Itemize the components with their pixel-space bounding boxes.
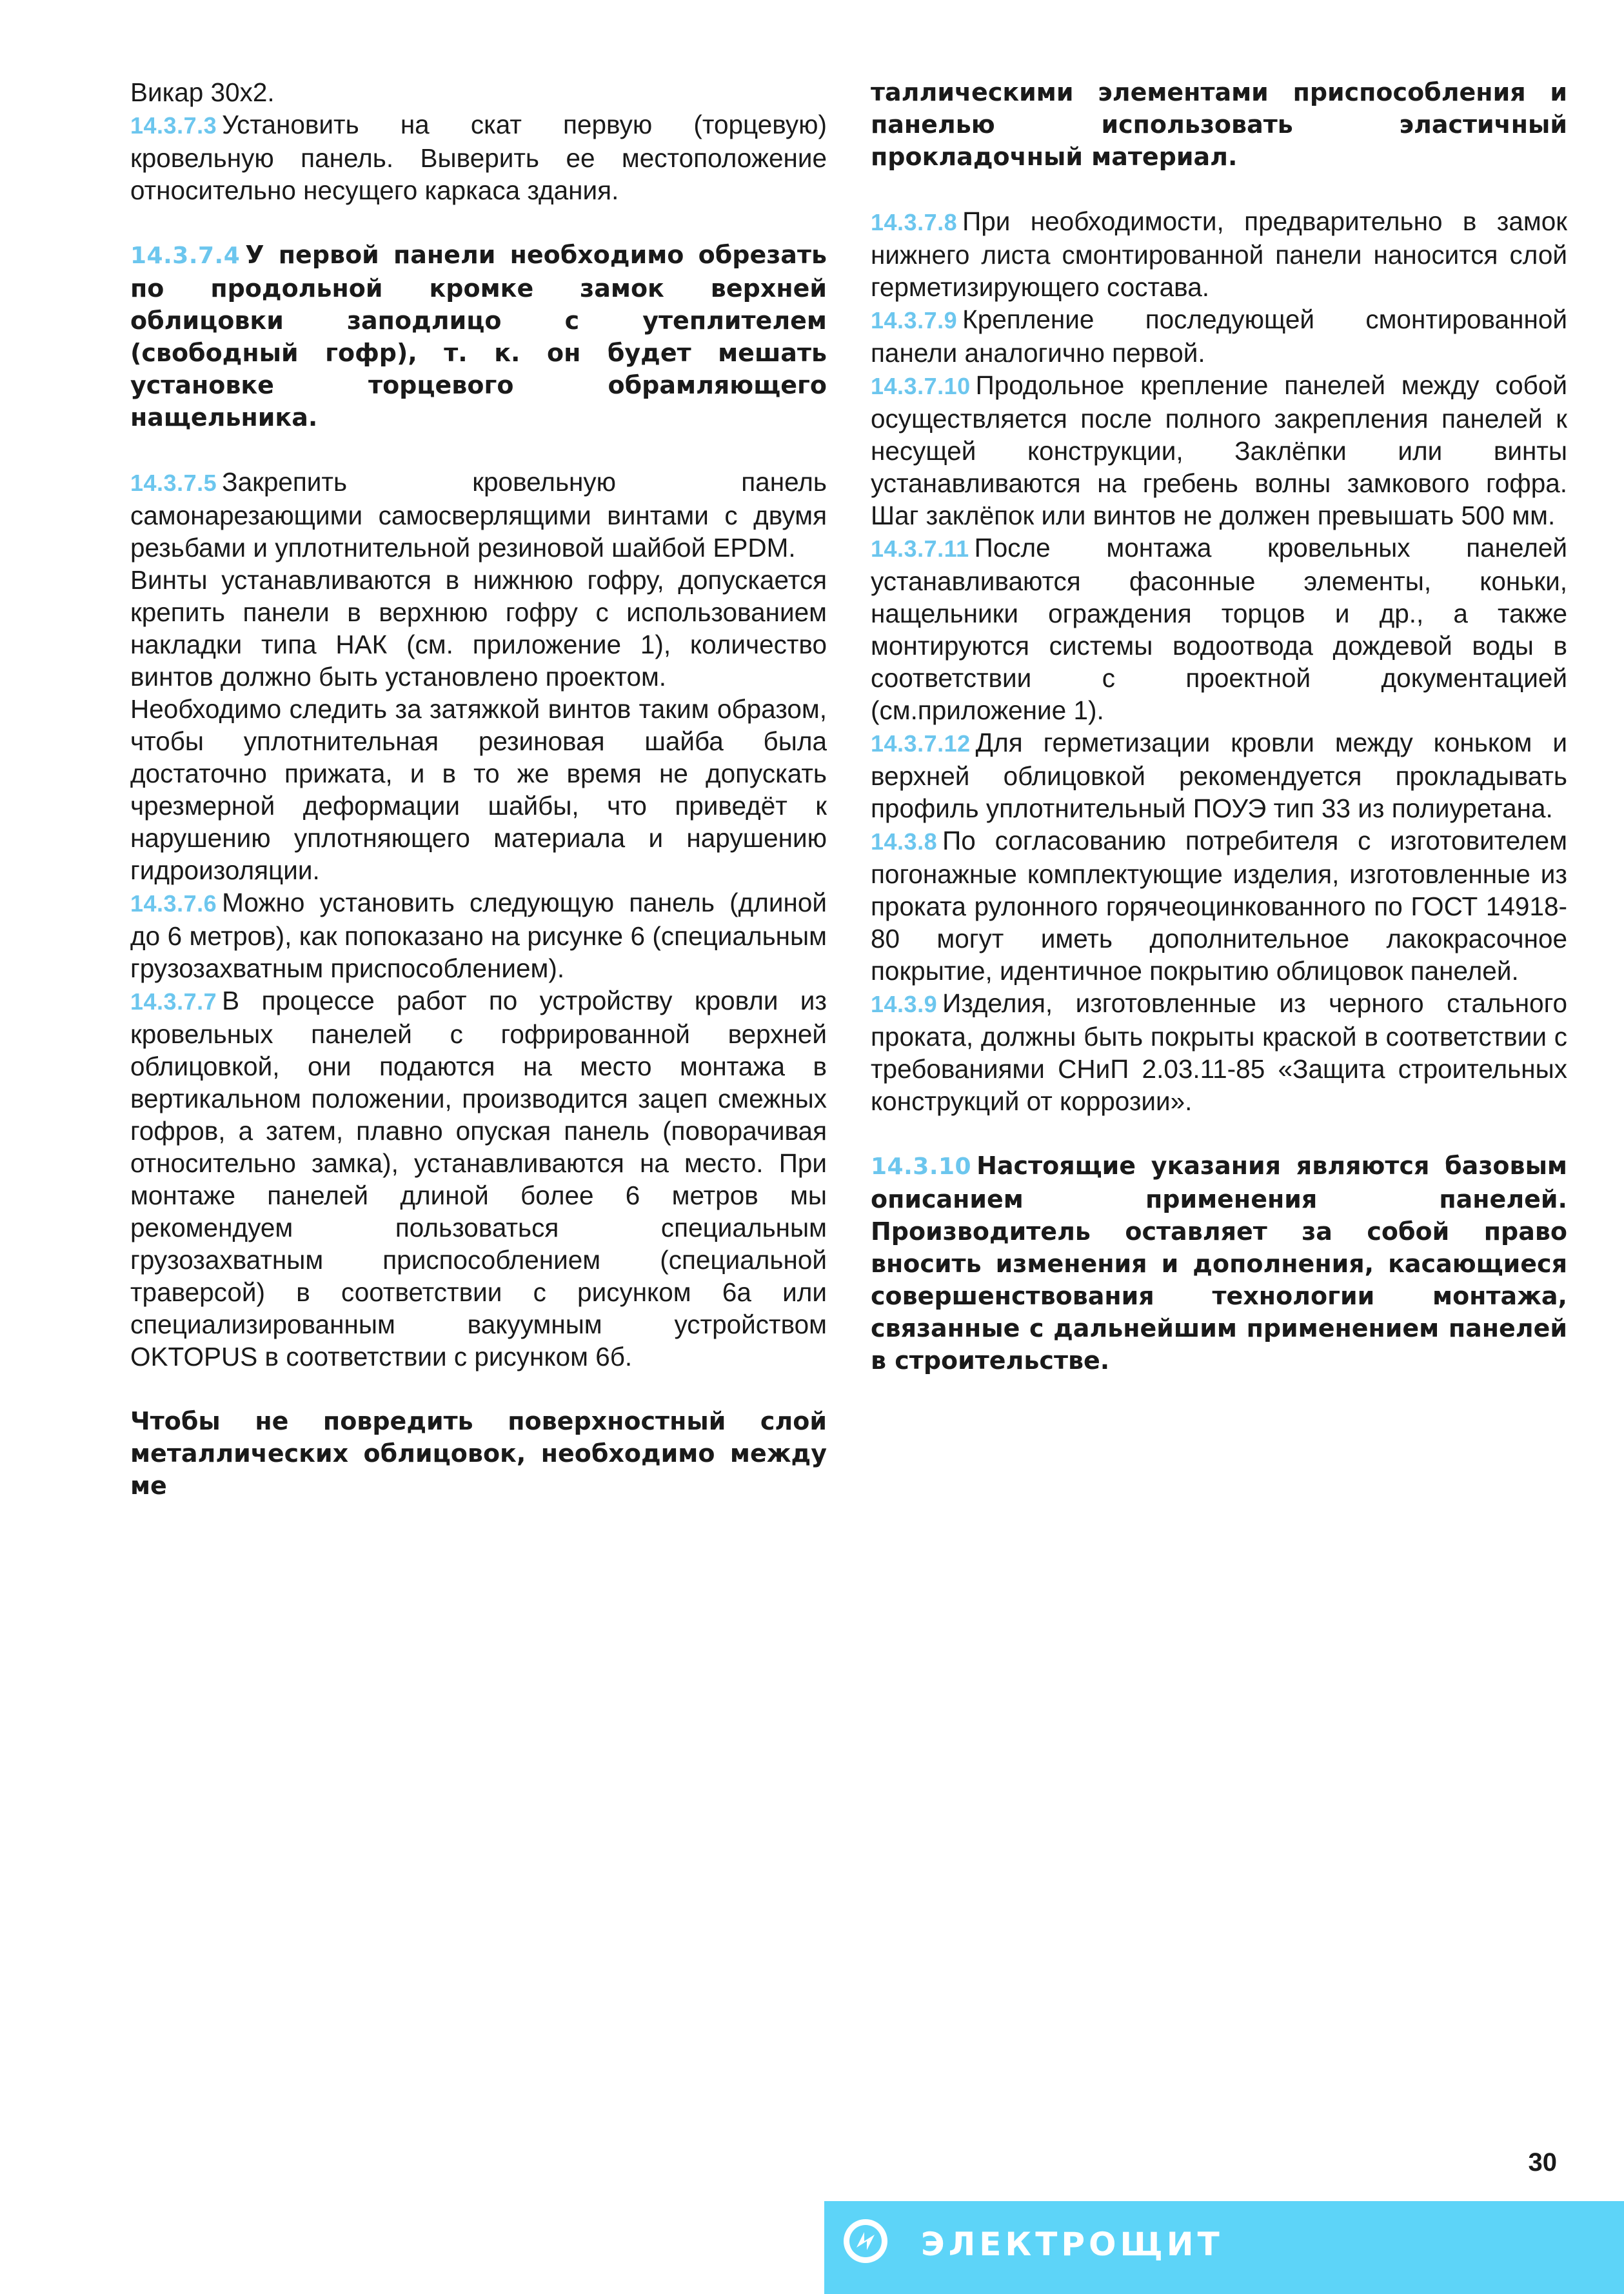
section-number: 14.3.7.6 [130,890,217,917]
paragraph-14-3-7-4 [130,239,827,434]
section-number: 14.3.7.5 [130,470,217,496]
section-number: 14.3.7.11 [871,535,969,562]
paragraph-tightening [130,693,827,886]
section-number: 14.3.10 [871,1153,972,1180]
paragraph-text: Чтобы не повредить поверхностный слой металлических облицовок, необходимо между ме [130,1407,827,1500]
paragraph-text: Крепление последующей смонтированной панели аналогично первой. [871,304,1567,368]
brand-name: ЭЛЕКТРОЩИТ [921,2226,1223,2263]
paragraph-14-3-8 [871,824,1567,987]
paragraph-14-3-7-8 [871,205,1567,303]
paragraph-14-3-10 [871,1150,1567,1377]
paragraph-text: Установить на скат первую (торцевую) кровельную панель. Выверить ее местоположение относительно несущего каркаса здания. [130,110,827,205]
paragraph-14-3-7-11 [871,532,1567,726]
paragraph-text: В процессе работ по устройству кровли из кровельных панелей с гофрированной верхней облицовкой, они подаются на место монтажа в вертикальном положении, производится зацеп смежных гофров, а затем, плавно опуская панель (поворачивая относительно замка), устанавливаются на место. При монтаже панелей длиной более 6 метров мы рекомендуем пользоваться специальным грузозахватным приспособлением (специальной траверсой) в соответствии с рисунком 6а или специализированным вакуумным устройством OKTOPUS в соответствии с рисунком 6б. [130,986,827,1371]
paragraph-text: Настоящие указания являются базовым описанием применения панелей. Производитель оставляет за собой право вносить изменения и дополнения, касающиеся совершенствования технологии монтажа, связанные с дальнейшим применением панелей в строительстве. [871,1152,1567,1375]
section-number: 14.3.7.9 [871,307,958,334]
paragraph-text: При необходимости, предварительно в замок нижнего листа смонтированной панели наносится слой герметизирующего состава. [871,206,1567,302]
paragraph-continuation [130,76,827,108]
paragraph-text: Продольное крепление панелей между собой осуществляется после полного закрепления панелей к несущей конструкции, Заклёпки или винты устанавливаются на гребень волны замкового гофра. Шаг заклёпок или винтов не должен превышать 500 мм. [871,370,1567,530]
paragraph-text: У первой панели необходимо обрезать по продольной кромке замок верхней облицовки заподлицо с утеплителем (свободный гофр), т. к. он будет мешать установке торцевого обрамляющего нащельника. [130,241,827,432]
paragraph-text: По согласованию потребителя с изготовителем погонажные комплектующие изделия, изготовленные из проката рулонного горячеоцинкованного по ГОСТ 14918-80 могут иметь дополнительное лакокрасочное покрытие, идентичное покрытию облицовок панелей. [871,826,1567,986]
section-number: 14.3.9 [871,991,938,1017]
paragraph-text: таллическими элементами приспособления и панелью использовать эластичный прокладочный материал. [871,78,1567,171]
paragraph-14-3-7-7 [130,984,827,1373]
paragraph-text: Викар 30х2. [130,77,275,107]
paragraph-14-3-7-6 [130,886,827,984]
section-number: 14.3.7.8 [871,209,958,235]
paragraph-14-3-7-12 [871,726,1567,824]
paragraph-14-3-7-10 [871,369,1567,532]
electroshield-logo-icon [842,2218,889,2264]
paragraph-14-3-7-3 [130,108,827,206]
paragraph-warning [130,1405,827,1502]
page-number: 30 [1528,2148,1557,2177]
paragraph-14-3-7-5 [130,466,827,564]
section-number: 14.3.7.12 [871,730,971,757]
section-number: 14.3.7.7 [130,988,217,1015]
paragraph-text: Необходимо следить за затяжкой винтов таким образом, чтобы уплотнительная резиновая шайба была достаточно прижата, и в то же время не допускать чрезмерной деформации шайбы, что приведёт к нарушению уплотняющего материала и нарушению гидроизоляции. [130,694,827,885]
section-number: 14.3.7.4 [130,243,241,269]
section-number: 14.3.8 [871,828,938,855]
paragraph-text: Винты устанавливаются в нижнюю гофру, допускается крепить панели в верхнюю гофру с использованием накладки типа НАК (см. приложение 1), количество винтов должно быть установлено проектом. [130,565,827,692]
paragraph-text: После монтажа кровельных панелей устанавливаются фасонные элементы, коньки, нащельники ограждения торцов и др., а также монтируются системы водоотвода дождевой воды в соответствии с проектной документацией (см.приложение 1). [871,533,1567,725]
paragraph-text: Изделия, изготовленные из черного стального проката, должны быть покрыты краской в соответствии с требованиями СНиП 2.03.11-85 «Защита строительных конструкций от коррозии». [871,988,1567,1116]
right-column [871,76,1567,1377]
section-number: 14.3.7.10 [871,373,971,399]
paragraph-text: Закрепить кровельную панель самонарезающими самосверлящими винтами с двумя резьбами и уплотнительной резиновой шайбой EPDM. [130,467,827,563]
paragraph-14-3-9 [871,987,1567,1117]
footer-brand-band [824,2201,1624,2294]
section-number: 14.3.7.3 [130,112,217,139]
paragraph-screws [130,564,827,693]
paragraph-text: Можно установить следующую панель (длиной до 6 метров), как попоказано на рисунке 6 (специальным грузозахватным приспособлением). [130,888,827,983]
paragraph-14-3-7-9 [871,303,1567,369]
paragraph-text: Для герметизации кровли между коньком и верхней облицовкой рекомендуется прокладывать профиль уплотнительный ПОУЭ тип 33 из полиуретана. [871,728,1567,823]
left-column [130,76,827,1502]
paragraph-warning-continued [871,76,1567,173]
